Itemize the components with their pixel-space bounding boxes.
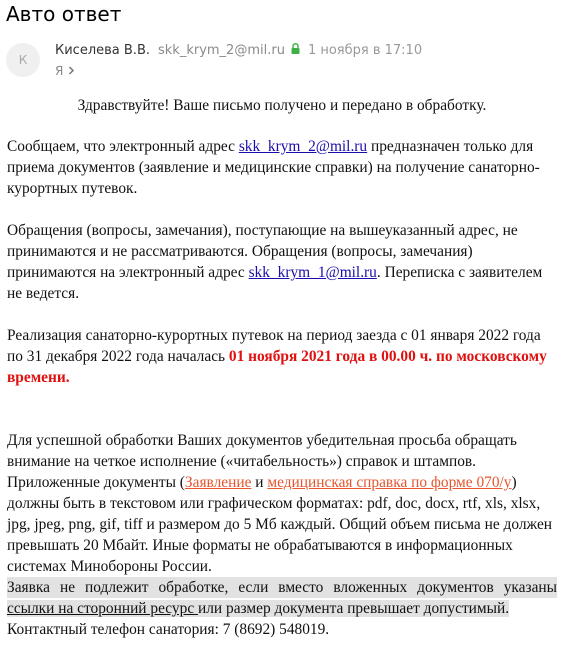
application-link[interactable]: Заявление <box>184 474 252 491</box>
paragraph-sales-start <box>7 325 557 388</box>
page-title: Авто ответ <box>6 2 122 26</box>
email-link-krym-1[interactable]: skk_krym_1@mil.ru <box>248 264 377 281</box>
paragraph-address <box>7 136 557 199</box>
sales-start-date: 01 ноября 2021 года в 00.00 ч. по московскому времени. <box>7 348 547 386</box>
paragraph-requirements <box>7 430 557 577</box>
medical-form-link[interactable]: медицинская справка по форме 070/у <box>267 474 512 491</box>
chevron-right-icon[interactable] <box>68 64 75 78</box>
avatar[interactable] <box>6 43 40 77</box>
text-span: Реализация санаторно-курортных путевок на период заезда с 01 января 2022 года по 31 декабря 2022 года началась <box>7 327 541 365</box>
text-span: Обращения (вопросы, замечания), поступающие на вышеуказанный адрес, не принимаются и не рассматриваются. Обращения (вопросы, замечания) принимаются на электронный адрес <box>7 222 518 281</box>
message-date: 1 ноября в 17:10 <box>307 43 423 58</box>
greeting-text: Здравствуйте! Ваше письмо получено и передано в обработку. <box>77 97 487 114</box>
message-body <box>7 95 557 640</box>
text-span: предназначен только для приема документов (заявление и медицинские справки) на получение санаторно-курортных путевок. <box>7 138 540 197</box>
paragraph-rejection-line1: Заявка не подлежит обработке, если вместо вложенных документов указаны <box>7 579 557 596</box>
text-span: . Переписка с заявителем не ведется. <box>7 264 543 302</box>
recipient-label: Я <box>55 64 64 78</box>
text-span: или размер документа превышает допустимый. <box>198 600 510 617</box>
text-span: ) должны быть в текстовом или графическом форматах: pdf, doc, docx, rtf, xls, xlsx, jpg, jpeg, png, gif, tiff и размером до 5 Мб каждый. Общий объем письма не должен превышать 20 Мбайт. Иные форматы не обрабатываются в информационных системах Минобороны России. <box>7 474 553 575</box>
lock-icon <box>291 43 300 58</box>
recipient-line[interactable] <box>55 64 75 78</box>
avatar-letter: К <box>18 53 28 67</box>
text-span: Для успешной обработки Ваших документов убедительная просьба обращать внимание на четкое исполнение («читабельность») справок и штампов. Приложенные документы ( <box>7 432 517 491</box>
sender-line <box>55 43 422 58</box>
contact-phone: Контактный телефон санатория: 7 (8692) 548019. <box>7 621 330 638</box>
email-link-krym-2[interactable]: skk_krym_2@mil.ru <box>238 138 368 155</box>
paragraph-rejection-line2 <box>7 598 557 619</box>
text-span: и <box>251 474 268 491</box>
paragraph-inquiries <box>7 220 557 304</box>
sender-email[interactable]: skk_krym_2@mil.ru <box>158 43 285 58</box>
sender-name[interactable]: Киселева В.В. <box>55 43 150 58</box>
external-resource-text: ссылки на сторонний ресурс <box>7 600 199 617</box>
text-span: Сообщаем, что электронный адрес <box>7 138 239 155</box>
